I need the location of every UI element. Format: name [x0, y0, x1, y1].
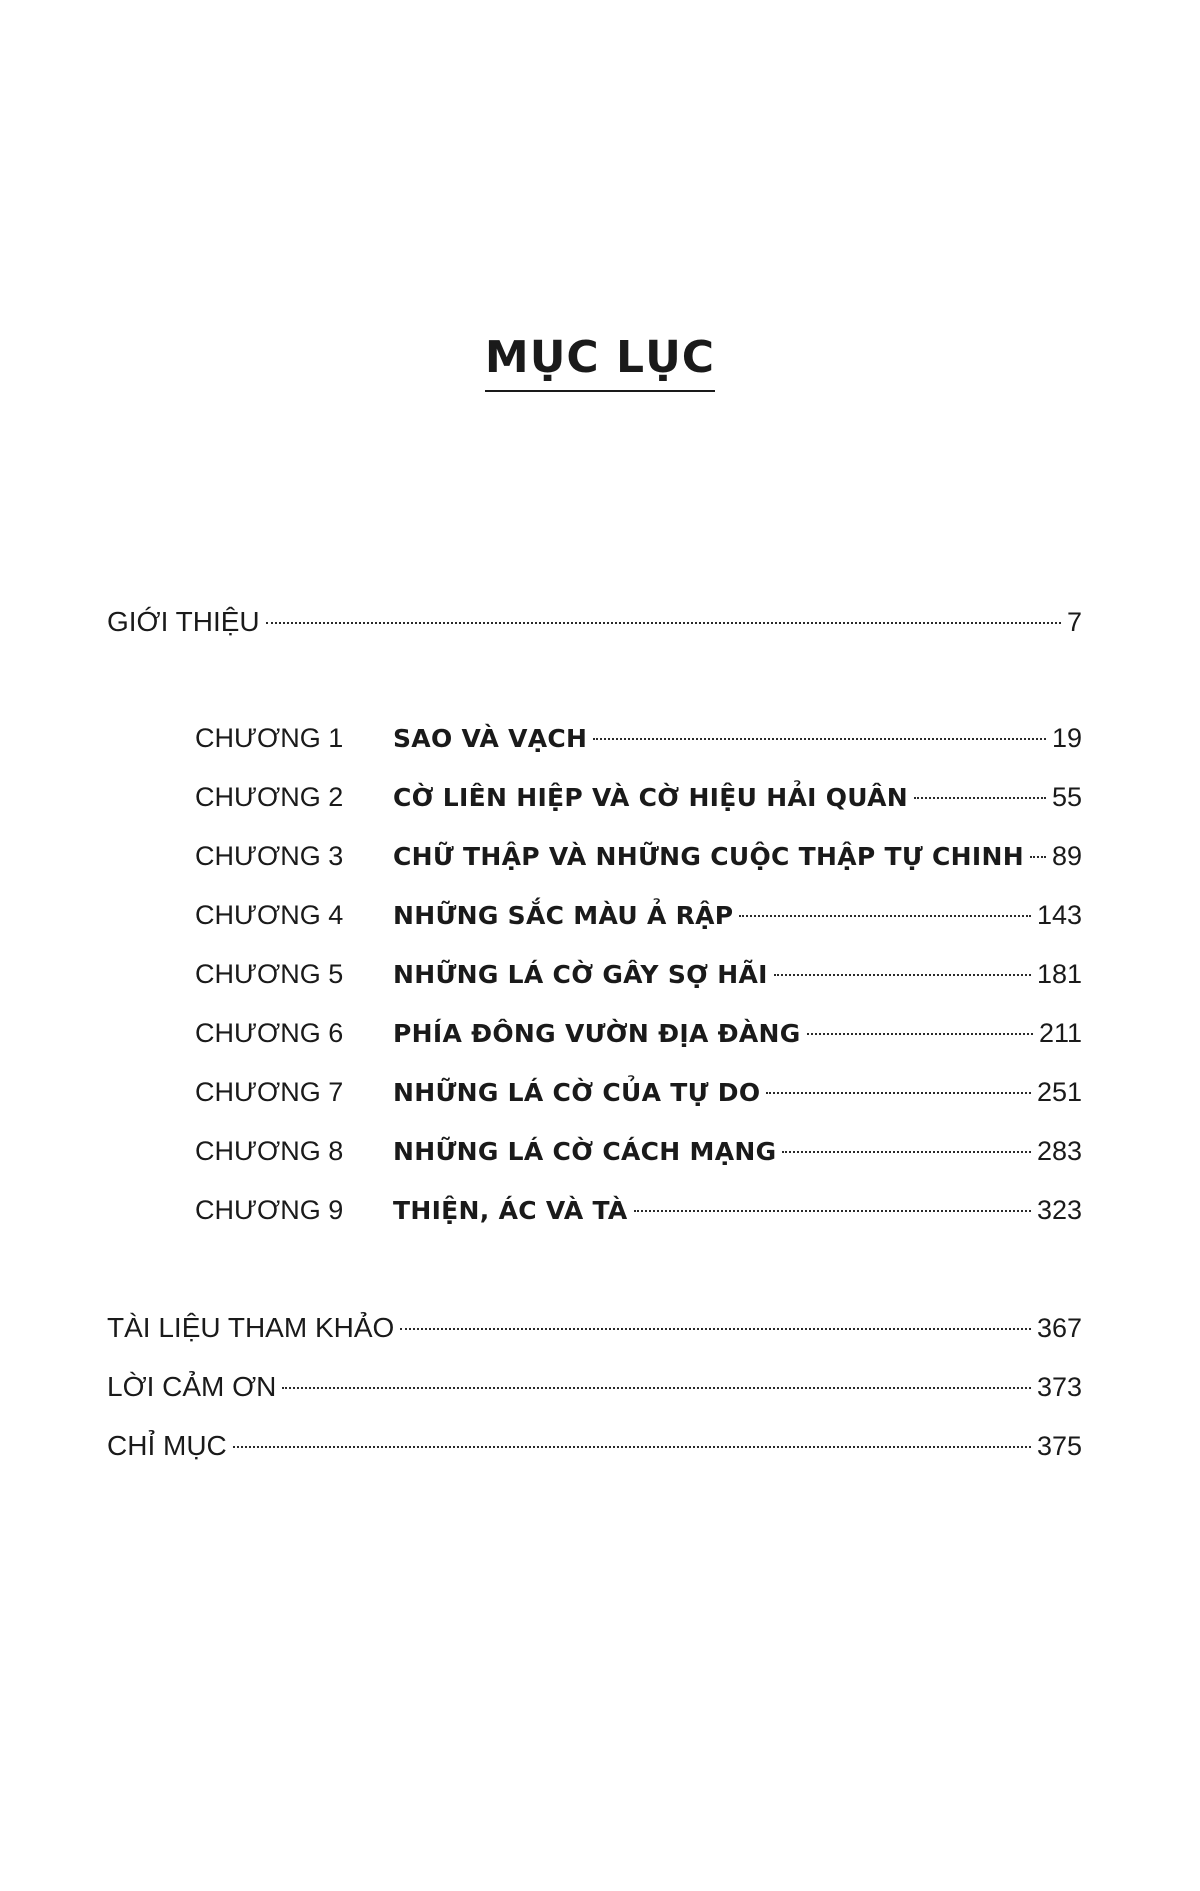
toc-page-number: 323 [1036, 1195, 1082, 1225]
toc-row-chapter-5 [195, 954, 1082, 995]
toc-row-references [107, 1308, 1082, 1348]
dot-leader [739, 915, 1031, 917]
toc-page-number: 283 [1036, 1136, 1082, 1166]
chapter-number: CHƯƠNG 2 [195, 782, 344, 812]
toc-row-chapter-7 [195, 1072, 1082, 1113]
dot-leader [807, 1033, 1033, 1035]
toc-label: TÀI LIỆU THAM KHẢO [107, 1312, 395, 1343]
toc-page-number: 375 [1036, 1431, 1082, 1461]
toc-row-chapter-1 [195, 718, 1082, 759]
toc-page-number: 181 [1036, 959, 1082, 989]
page-title-text: MỤC LỤC [485, 328, 715, 392]
toc-label: GIỚI THIỆU [107, 606, 260, 637]
toc-page-number: 251 [1036, 1077, 1082, 1107]
chapter-number: CHƯƠNG 9 [195, 1195, 344, 1225]
page-title [0, 328, 1200, 392]
dot-leader [774, 974, 1031, 976]
chapter-title: NHỮNG LÁ CỜ GÂY SỢ HÃI [393, 960, 768, 989]
dot-leader [233, 1446, 1031, 1448]
dot-leader [400, 1328, 1031, 1330]
chapter-title: CHỮ THẬP VÀ NHỮNG CUỘC THẬP TỰ CHINH [393, 842, 1024, 871]
chapter-title: SAO VÀ VẠCH [393, 724, 588, 753]
dot-leader [593, 738, 1046, 740]
chapter-title: THIỆN, ÁC VÀ TÀ [393, 1196, 628, 1225]
toc-page-number: 89 [1051, 841, 1082, 871]
chapter-number: CHƯƠNG 8 [195, 1136, 344, 1166]
dot-leader [766, 1092, 1031, 1094]
chapter-title: NHỮNG SẮC MÀU Ả RẬP [393, 901, 734, 930]
toc-page-number: 55 [1051, 782, 1082, 812]
dot-leader [634, 1210, 1031, 1212]
dot-leader [266, 622, 1061, 624]
toc-row-intro [107, 602, 1082, 642]
toc-row-chapter-9 [195, 1190, 1082, 1231]
chapter-title: NHỮNG LÁ CỜ CÁCH MẠNG [393, 1137, 777, 1166]
chapter-number: CHƯƠNG 3 [195, 841, 344, 871]
toc-label: LỜI CẢM ƠN [107, 1371, 277, 1402]
toc-page-number: 211 [1038, 1018, 1082, 1048]
dot-leader [282, 1387, 1031, 1389]
chapter-number: CHƯƠNG 5 [195, 959, 344, 989]
toc-row-acknowledgements [107, 1367, 1082, 1407]
toc-row-index [107, 1426, 1082, 1466]
chapter-title: CỜ LIÊN HIỆP VÀ CỜ HIỆU HẢI QUÂN [393, 783, 908, 812]
toc-label: CHỈ MỤC [107, 1430, 227, 1461]
toc-page-number: 143 [1036, 900, 1082, 930]
toc-row-chapter-6 [195, 1013, 1082, 1054]
chapter-title: PHÍA ĐÔNG VƯỜN ĐỊA ĐÀNG [393, 1019, 801, 1048]
chapter-number: CHƯƠNG 6 [195, 1018, 344, 1048]
chapter-number: CHƯƠNG 1 [195, 723, 344, 753]
dot-leader [1030, 856, 1046, 858]
toc-page-number: 367 [1036, 1313, 1082, 1343]
toc-row-chapter-3 [195, 836, 1082, 877]
chapter-title: NHỮNG LÁ CỜ CỦA TỰ DO [393, 1078, 761, 1107]
dot-leader [782, 1151, 1031, 1153]
chapter-number: CHƯƠNG 4 [195, 900, 344, 930]
toc-row-chapter-4 [195, 895, 1082, 936]
toc-page-number: 7 [1066, 607, 1082, 637]
dot-leader [914, 797, 1046, 799]
chapter-number: CHƯƠNG 7 [195, 1077, 344, 1107]
toc-page-number: 373 [1036, 1372, 1082, 1402]
toc-row-chapter-2 [195, 777, 1082, 818]
toc-row-chapter-8 [195, 1131, 1082, 1172]
toc-page-number: 19 [1051, 723, 1082, 753]
